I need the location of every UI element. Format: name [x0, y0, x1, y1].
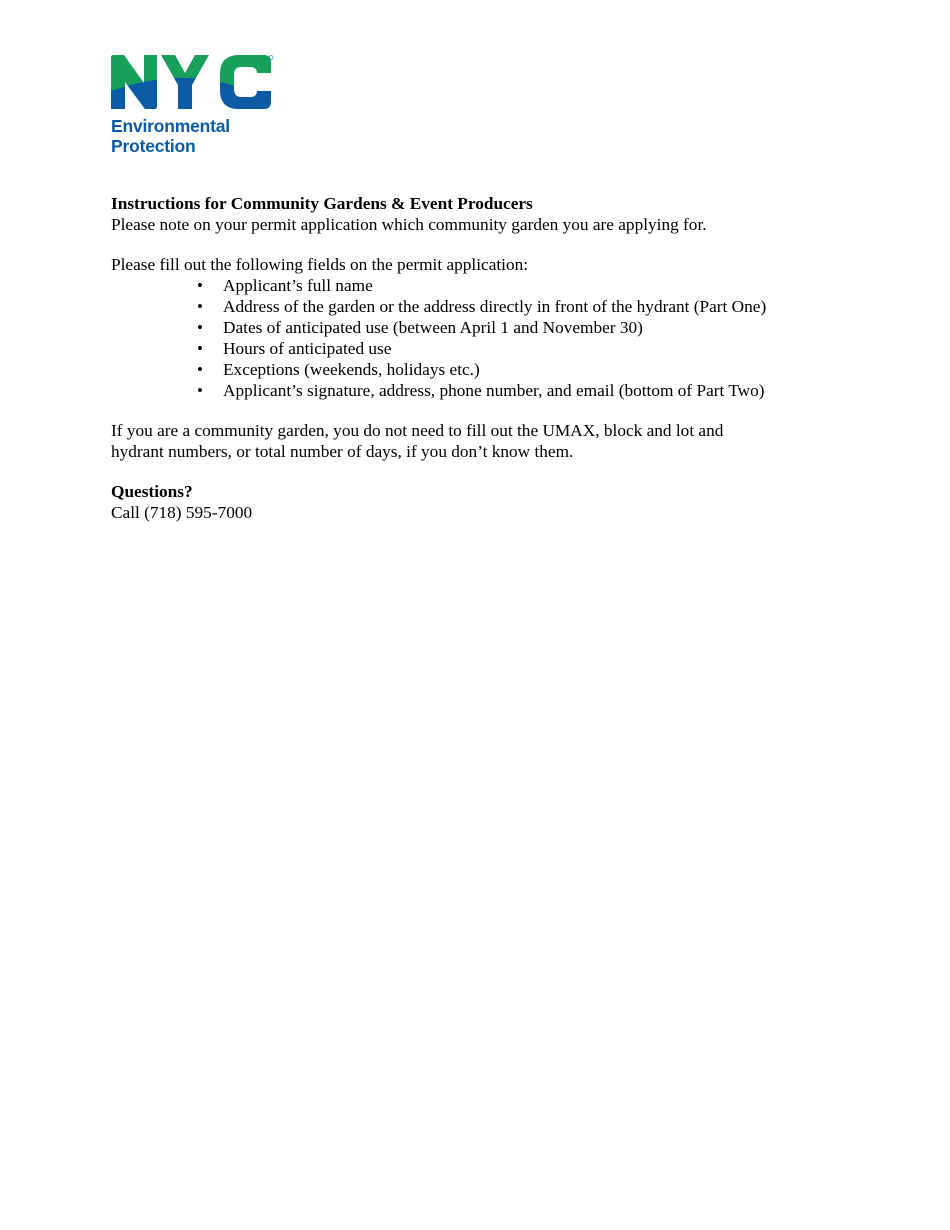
instructions-content	[111, 193, 831, 523]
list-item-text: Dates of anticipated use (between April 1 and November 30)	[223, 318, 643, 337]
list-item-text: Address of the garden or the address directly in front of the hydrant (Part One)	[223, 297, 767, 316]
questions-phone: Call (718) 595-7000	[111, 503, 253, 522]
nyc-dep-logo	[111, 55, 274, 155]
bullet-icon: •	[197, 381, 203, 400]
list-item	[111, 359, 831, 380]
list-item-text: Applicant’s signature, address, phone number, and email (bottom of Part Two)	[223, 381, 765, 400]
nyc-logo-mark	[111, 55, 274, 111]
list-item	[111, 380, 831, 401]
bullet-icon: •	[197, 318, 203, 337]
fields-intro: Please fill out the following fields on the permit application:	[111, 255, 529, 274]
list-item	[111, 338, 831, 359]
bullet-icon: •	[197, 276, 203, 295]
intro-paragraph: Please note on your permit application which community garden you are applying for.	[111, 215, 707, 234]
logo-line-protection: Protection	[111, 136, 196, 156]
bullet-icon: •	[197, 297, 203, 316]
list-item-text: Applicant’s full name	[223, 276, 373, 295]
list-item-text: Exceptions (weekends, holidays etc.)	[223, 360, 480, 379]
list-item	[111, 296, 831, 317]
community-garden-note-line1: If you are a community garden, you do not need to fill out the UMAX, block and lot and	[111, 421, 724, 440]
community-garden-note-line2: hydrant numbers, or total number of days, if you don’t know them.	[111, 442, 574, 461]
bullet-icon: •	[197, 339, 203, 358]
questions-heading: Questions?	[111, 482, 193, 501]
bullet-icon: •	[197, 360, 203, 379]
list-item	[111, 275, 831, 296]
list-item-text: Hours of anticipated use	[223, 339, 392, 358]
list-item	[111, 317, 831, 338]
logo-line-environmental: Environmental	[111, 116, 230, 136]
instructions-heading: Instructions for Community Gardens & Event Producers	[111, 194, 533, 213]
required-fields-list	[111, 275, 831, 401]
